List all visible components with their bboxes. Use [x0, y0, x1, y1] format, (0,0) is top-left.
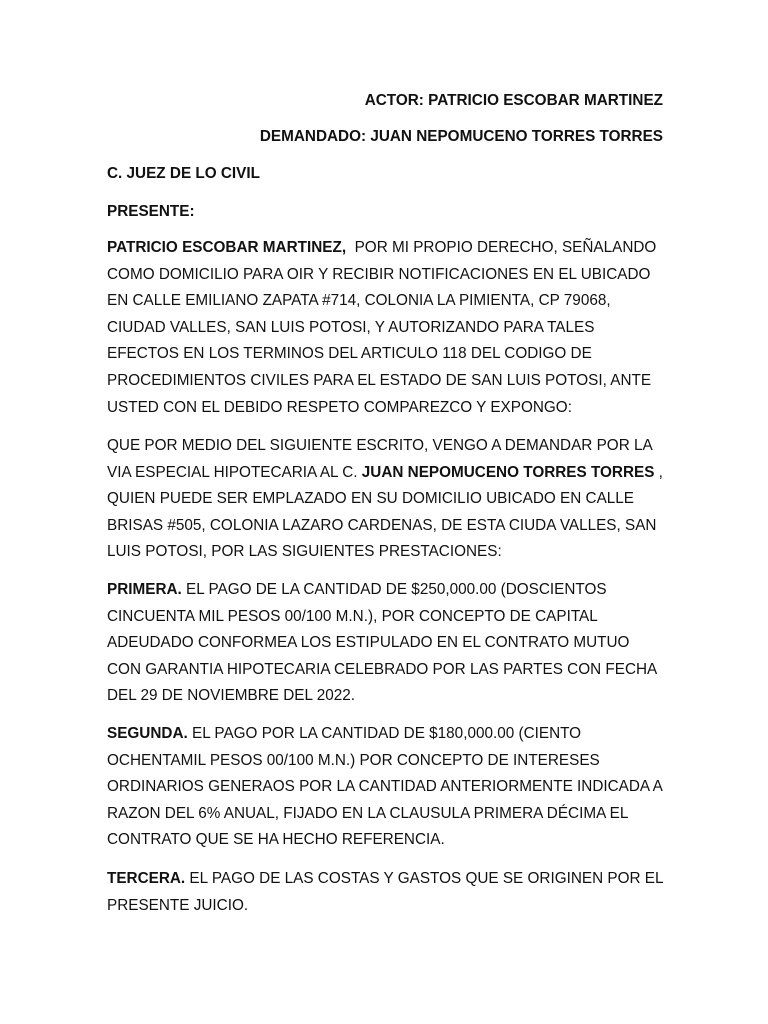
demand-line: LUIS POTOSI, POR LAS SIGUIENTES PRESTACIONES:: [107, 543, 502, 561]
plaintiff-name: PATRICIO ESCOBAR MARTINEZ,: [107, 239, 347, 256]
demand-line-pre: VIA ESPECIAL HIPOTECARIA AL C.: [107, 463, 362, 481]
demandado-heading: DEMANDADO: JUAN NEPOMUCENO TORRES TORRES: [259, 128, 663, 145]
primera-line: EL PAGO DE LA CANTIDAD DE $250,000.00 (DOSCIENTOS: [181, 581, 607, 598]
primera-label: PRIMERA.: [107, 581, 182, 598]
segunda-line: OCHENTAMIL PESOS 00/100 M.N.) POR CONCEPTO DE INTERESES: [107, 751, 600, 769]
tercera-label: TERCERA.: [107, 870, 186, 887]
defendant-name: JUAN NEPOMUCENO TORRES TORRES: [361, 463, 655, 481]
intro-line: CIUDAD VALLES, SAN LUIS POTOSI, Y AUTORIZANDO PARA TALES: [107, 318, 595, 336]
judge-addressee: C. JUEZ DE LO CIVIL: [107, 165, 260, 182]
intro-line: PROCEDIMIENTOS CIVILES PARA EL ESTADO DE SAN LUIS POTOSI, ANTE: [107, 371, 652, 389]
demand-paragraph: [107, 433, 663, 566]
primera-line: ADEUDADO CONFORMEA LOS ESTIPULADO EN EL CONTRATO MUTUO: [107, 634, 630, 652]
segunda-paragraph: [107, 721, 663, 854]
primera-line: CINCUENTA MIL PESOS 00/100 M.N.), POR CONCEPTO DE CAPITAL: [107, 607, 598, 625]
demand-line: QUIEN PUEDE SER EMPLAZADO EN SU DOMICILIO UBICADO EN CALLE: [107, 490, 635, 508]
segunda-line: ORDINARIOS GENERAOS POR LA CANTIDAD ANTERIORMENTE INDICADA A: [107, 778, 663, 796]
segunda-line: RAZON DEL 6% ANUAL, FIJADO EN LA CLAUSULA PRIMERA DÉCIMA EL: [107, 804, 629, 822]
presente-label: PRESENTE:: [107, 203, 195, 220]
intro-paragraph: [107, 235, 663, 421]
segunda-line: CONTRATO QUE SE HA HECHO REFERENCIA.: [107, 831, 445, 849]
intro-line: USTED CON EL DEBIDO RESPETO COMPAREZCO Y EXPONGO:: [107, 398, 572, 416]
segunda-label: SEGUNDA.: [107, 725, 188, 742]
segunda-line: EL PAGO POR LA CANTIDAD DE $180,000.00 (CIENTO: [187, 725, 582, 742]
intro-line: EN CALLE EMILIANO ZAPATA #714, COLONIA LA PIMIENTA, CP 79068,: [107, 292, 611, 310]
intro-line: EFECTOS EN LOS TERMINOS DEL ARTICULO 118 DEL CODIGO DE: [107, 345, 592, 363]
primera-line: CON GARANTIA HIPOTECARIA CELEBRADO POR LAS PARTES CON FECHA: [107, 660, 658, 678]
primera-line: DEL 29 DE NOVIEMBRE DEL 2022.: [107, 687, 355, 705]
demand-line-post: ,: [654, 463, 663, 481]
tercera-paragraph: [107, 866, 663, 919]
tercera-line: PRESENTE JUICIO.: [107, 896, 249, 914]
primera-paragraph: [107, 577, 663, 710]
actor-heading: ACTOR: PATRICIO ESCOBAR MARTINEZ: [364, 92, 663, 109]
intro-line: COMO DOMICILIO PARA OIR Y RECIBIR NOTIFICACIONES EN EL UBICADO: [107, 265, 651, 283]
demand-line: BRISAS #505, COLONIA LAZARO CARDENAS, DE ESTA CIUDA VALLES, SAN: [107, 516, 657, 534]
tercera-line: EL PAGO DE LAS COSTAS Y GASTOS QUE SE ORIGINEN POR EL: [185, 870, 664, 887]
demand-line: QUE POR MEDIO DEL SIGUIENTE ESCRITO, VENGO A DEMANDAR POR LA: [107, 437, 653, 454]
intro-line: POR MI PROPIO DERECHO, SEÑALANDO: [346, 239, 657, 256]
